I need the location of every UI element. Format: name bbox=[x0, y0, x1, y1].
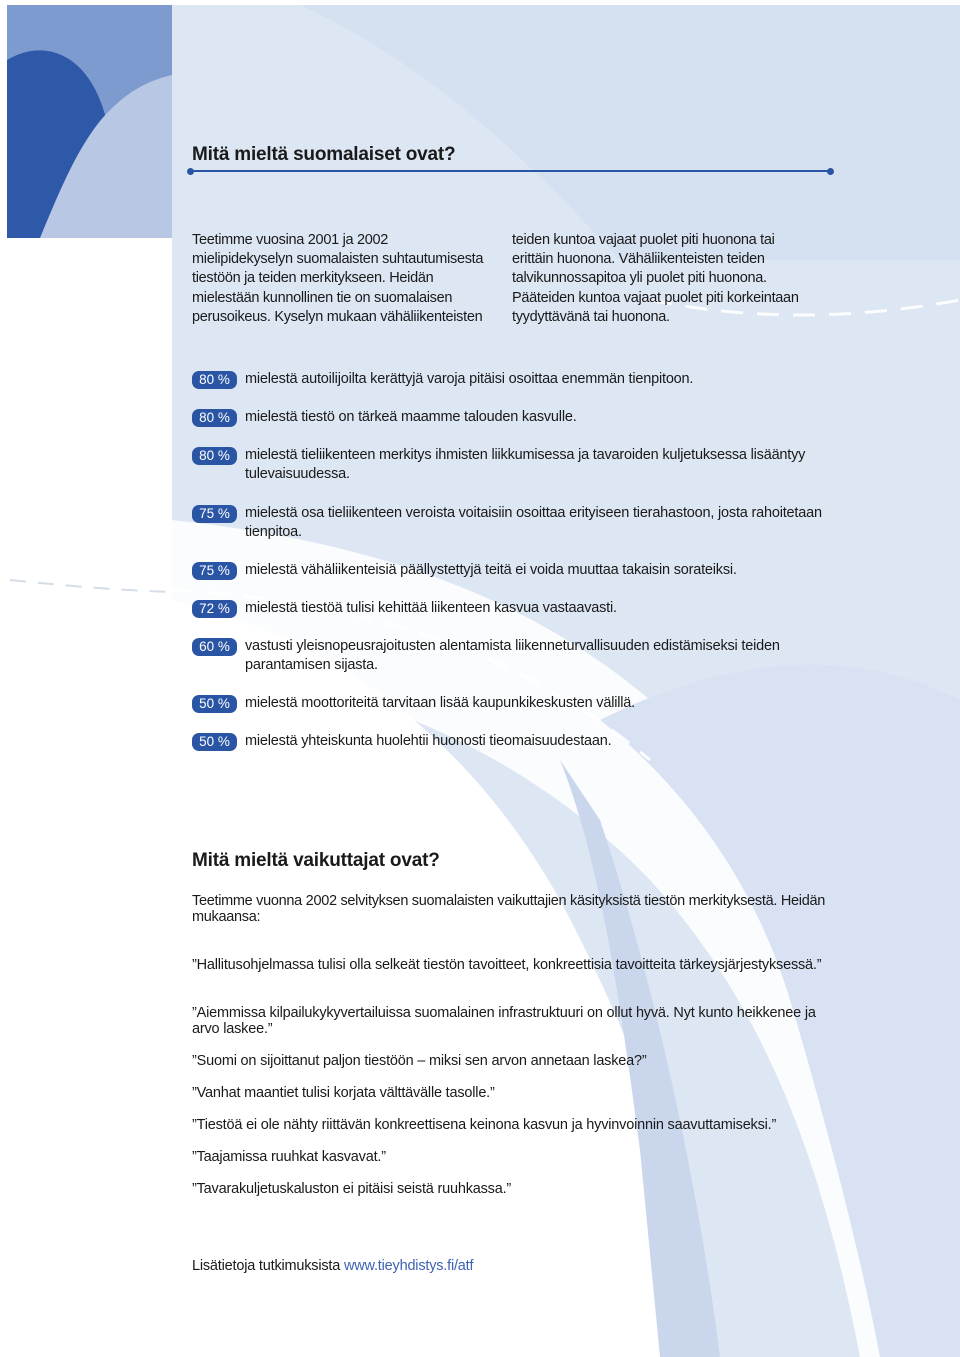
influencers-intro: Teetimme vuonna 2002 selvityksen suomalaisten vaikuttajien käsityksistä tiestön merkityksestä. Heidän mukaansa: bbox=[192, 893, 825, 925]
result-text: mielestä vähäliikenteisiä päällystettyjä teitä ei voida muuttaa takaisin sorateiksi. bbox=[245, 562, 737, 578]
quote: ”Aiemmissa kilpailukykyvertailuissa suomalainen infrastruktuuri on ollut hyvä. Nyt kunto heikkenee ja arvo laskee.” bbox=[192, 1005, 816, 1037]
quote: ”Taajamissa ruuhkat kasvavat.” bbox=[192, 1149, 386, 1165]
percent-badge: 75 % bbox=[192, 562, 237, 580]
footer-more-info bbox=[192, 1258, 473, 1274]
survey-result bbox=[192, 504, 832, 542]
quote: ”Vanhat maantiet tulisi korjata välttävälle tasolle.” bbox=[192, 1085, 495, 1101]
percent-badge: 60 % bbox=[192, 638, 237, 656]
percent-badge: 72 % bbox=[192, 600, 237, 618]
title-rule bbox=[190, 170, 831, 172]
survey-result bbox=[192, 370, 832, 389]
survey-result bbox=[192, 446, 832, 484]
quote: ”Suomi on sijoittanut paljon tiestöön – miksi sen arvon annetaan laskea?” bbox=[192, 1053, 647, 1069]
rule-dot-left bbox=[187, 168, 194, 175]
quote: ”Tavarakuljetuskaluston ei pitäisi seistä ruuhkassa.” bbox=[192, 1181, 512, 1197]
percent-badge: 80 % bbox=[192, 409, 237, 427]
section-title-influencers: Mitä mieltä vaikuttajat ovat? bbox=[192, 850, 440, 871]
percent-badge: 80 % bbox=[192, 447, 237, 465]
percent-badge: 75 % bbox=[192, 505, 237, 523]
survey-result bbox=[192, 561, 832, 580]
result-text: mielestä tiestöä tulisi kehittää liikenteen kasvua vastaavasti. bbox=[245, 600, 617, 616]
survey-result bbox=[192, 599, 832, 618]
result-text: mielestä tiestö on tärkeä maamme talouden kasvulle. bbox=[245, 409, 577, 425]
result-text: mielestä yhteiskunta huolehtii huonosti tieomaisuudestaan. bbox=[245, 733, 612, 749]
result-text: vastusti yleisnopeusrajoitusten alentamista liikenneturvallisuuden edistämiseksi teiden parantamisen sijasta. bbox=[245, 638, 780, 674]
percent-badge: 50 % bbox=[192, 695, 237, 713]
quote: ”Tiestöä ei ole nähty riittävän konkreettisena keinona kasvun ja hyvinvoinnin saavuttamiseksi.” bbox=[192, 1117, 777, 1133]
result-text: mielestä moottoriteitä tarvitaan lisää kaupunkikeskusten välillä. bbox=[245, 695, 635, 711]
footer-label: Lisätietoja tutkimuksista bbox=[192, 1258, 341, 1274]
intro-left-column: Teetimme vuosina 2001 ja 2002 mielipidekyselyn suomalaisten suhtautumisesta tiestöön ja teiden merkitykseen. Heidän mielestään kunnollinen tie on suomalaisen perusoikeus. Kyselyn mukaan vähäliikenteisten bbox=[192, 232, 484, 325]
survey-result bbox=[192, 694, 832, 713]
result-text: mielestä autoilijoilta kerättyjä varoja pitäisi osoittaa enemmän tienpitoon. bbox=[245, 371, 694, 387]
result-text: mielestä tieliikenteen merkitys ihmisten liikkumisessa ja tavaroiden kuljetuksessa lisääntyy tulevaisuudessa. bbox=[245, 447, 806, 483]
result-text: mielestä osa tieliikenteen veroista voitaisiin osoittaa erityiseen tierahastoon, josta rahoitetaan tienpitoa. bbox=[245, 505, 822, 541]
rule-dot-right bbox=[827, 168, 834, 175]
survey-result bbox=[192, 408, 832, 427]
percent-badge: 50 % bbox=[192, 733, 237, 751]
survey-result bbox=[192, 732, 832, 751]
survey-result bbox=[192, 637, 832, 675]
percent-badge: 80 % bbox=[192, 371, 237, 389]
quote: ”Hallitusohjelmassa tulisi olla selkeät tiestön tavoitteet, konkreettisia tavoitteita tärkeysjärjestyksessä.” bbox=[192, 957, 822, 973]
section-title-citizens: Mitä mieltä suomalaiset ovat? bbox=[192, 144, 456, 165]
footer-link[interactable]: www.tieyhdistys.fi/atf bbox=[343, 1258, 474, 1274]
intro-right-column: teiden kuntoa vajaat puolet piti huonona tai erittäin huonona. Vähäliikenteisten teiden talvikunnossapitoa yli puolet piti huonona. Pääteiden kuntoa vajaat puolet piti korkeintaan tyydyttävänä tai huonona. bbox=[512, 232, 799, 325]
